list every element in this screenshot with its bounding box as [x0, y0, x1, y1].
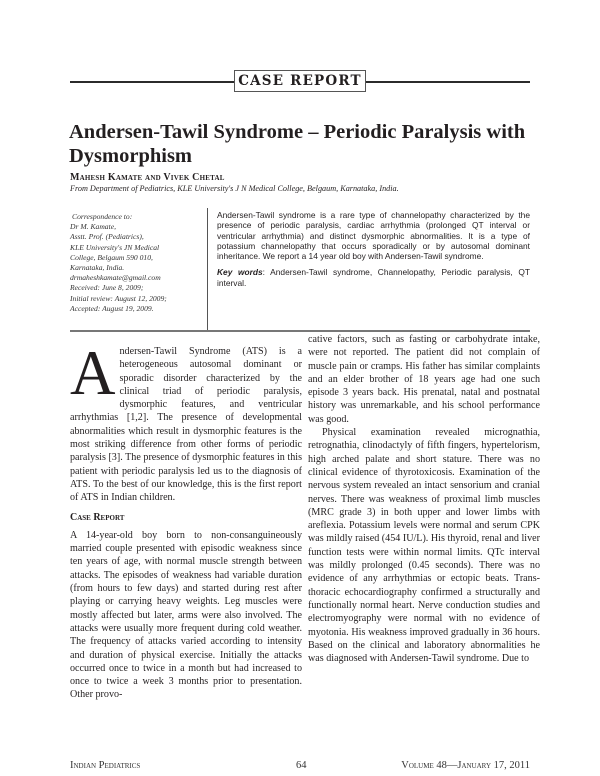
- correspondence-institution: KLE University's JN Medical: [70, 242, 160, 252]
- correspondence-title: Asstt. Prof. (Pediatrics),: [70, 232, 144, 242]
- section-label: CASE REPORT: [238, 73, 362, 89]
- footer-page-number: 64: [296, 760, 307, 771]
- accepted-date: Accepted: August 19, 2009.: [70, 303, 154, 313]
- body-column-right: [308, 333, 540, 665]
- header-rule-right: [366, 81, 530, 83]
- received-date: Received: June 8, 2009;: [70, 283, 144, 293]
- footer-volume-date: Volume 48—January 17, 2011: [401, 760, 530, 771]
- article-affiliation: From Department of Pediatrics, KLE University's J N Medical College, Belgaum, Karnataka, India.: [70, 184, 399, 193]
- correspondence-region: Karnataka, India.: [70, 263, 125, 273]
- section-label-box: [234, 70, 366, 92]
- correspondence-block: [70, 212, 205, 314]
- keywords-list: : Andersen-Tawil syndrome, Channelopathy, Periodic paralysis, QT interval.: [217, 267, 531, 288]
- correspondence-label: Correspondence to:: [72, 212, 133, 221]
- keywords-label: Key words: [217, 267, 263, 278]
- correspondence-address: College, Belgaum 590 010,: [70, 252, 153, 262]
- abstract-bottom-divider: [70, 330, 530, 332]
- physical-exam-paragraph: Physical examination revealed micrognathia, retrognathia, clinodactyly of fifth fingers, hypertelorism, high arched palate and short stature. There was no clinical evidence of thyrotoxicosis. Examination of the nervous system revealed an intact sensorium and cranial nerves. There was weakness of proximal limb muscles (MRC grade 3) in both upper and lower limbs with areflexia. Potassium levels were normal and serum CPK was mildly raised (454 IU/L). His thyroid, renal and liver function tests were within normal limits. QTc interval was mildly prolonged (0.45 seconds). There was no evidence of any arrhythmias or ectopic beats. Trans-thoracic echocardiography confirmed a structurally and functionally normal heart. Nerve conduction studies and electromyography were normal with no evidence of myotonia. His weakness improved gradually in 36 hours. Based on the clinical and laboratory abnormalities he was diagnosed with Andersen-Tawil syndrome. Due to: [308, 427, 540, 665]
- intro-paragraph: [70, 338, 302, 505]
- case-paragraph-1: A 14-year-old boy born to non-consanguineously married couple presented with episodic weakness since ten years of age, with normal muscle strength between attacks. The episodes of weakness had variable duration (from hours to few days) and started during rest after playing or carrying heavy weights. Leg muscles were mostly affected but later, arms were also involved. The attacks were usually more frequent during cold weather. The frequency of attacks varied according to intensity and duration of physical exercise. Initially the attacks occurred once to twice in a month but had increased to once to twice a week 3 months prior to presentation. Other provo-: [70, 529, 302, 701]
- initial-review-date: Initial review: August 12, 2009;: [70, 293, 167, 303]
- drop-cap: A: [70, 338, 116, 408]
- abstract-text: Andersen-Tawil syndrome is a rare type of channelopathy characterized by the presence of periodic paralysis, cardiac arrhythmia (prolonged QT interval or ventricular arrhythmia) and distinct dysmorphic abnormalities. It is a type of potassium channelopathy that occurs sporadically or by autosomal dominant inheritance. We report a 14 year old boy with Andersen-Tawil syndrome.: [217, 210, 530, 262]
- correspondence-name: Dr M. Kamate,: [70, 222, 116, 232]
- correspondence-email[interactable]: drmaheshkamate@gmail.com: [70, 273, 161, 283]
- article-authors: Mahesh Kamate and Vivek Chetal: [70, 172, 225, 183]
- intro-text: ndersen-Tawil Syndrome (ATS) is a heterogeneous autosomal dominant or sporadic disorder characterized by the clinical triad of periodic paralysis, dysmorphic features, and ventricular arrhythmias [1,2]. The presence of developmental abnormalities which result in dysmorphic features is the most striking difference from other forms of periodic paralysis [3]. The presence of dysmorphic features in this patient with periodic paralysis led us to the diagnosis of ATS. To the best of our knowledge, this is the first report of ATS in Indian children.: [70, 346, 302, 504]
- abstract-vertical-divider: [207, 208, 208, 331]
- header-rule-left: [70, 81, 234, 83]
- case-report-heading: Case Report: [70, 511, 125, 523]
- body-column-left: [70, 338, 302, 702]
- footer-journal: Indian Pediatrics: [70, 760, 141, 771]
- abstract-block: [217, 210, 530, 294]
- case-paragraph-continued: cative factors, such as fasting or carbohydrate intake, were not reported. The patient did not complain of muscle pain or cramps. His father has similar complaints and an elder brother of 18 years age had one such episode 3 years back. His prenatal, natal and postnatal history was unremarkable, and his school performance was good.: [308, 334, 540, 425]
- keywords: [217, 267, 530, 288]
- article-title: Andersen-Tawil Syndrome – Periodic Paralysis with Dysmorphism: [69, 121, 526, 167]
